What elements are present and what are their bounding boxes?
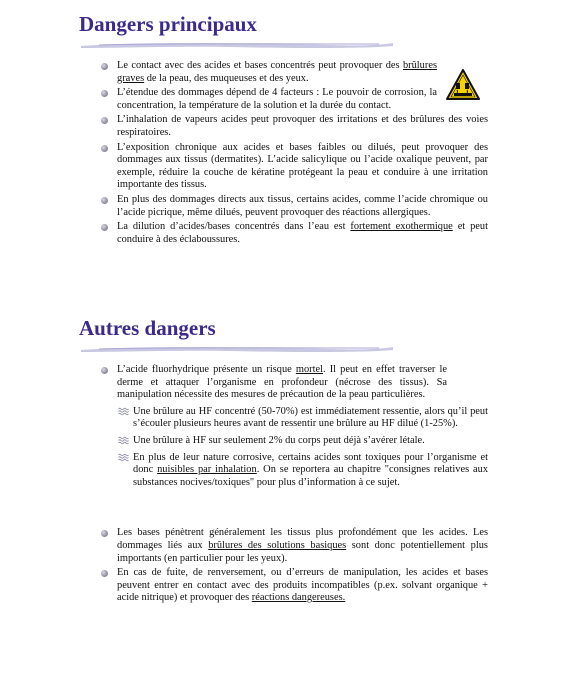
sub-list-item — [133, 452, 488, 490]
wave-bullet-icon — [118, 436, 129, 445]
wave-bullet-icon — [118, 453, 129, 462]
list-item — [117, 567, 488, 605]
list-item — [117, 60, 437, 85]
sphere-bullet-icon — [101, 63, 108, 70]
section-title: Dangers principaux — [79, 12, 257, 36]
section-title: Autres dangers — [79, 316, 216, 340]
list-item — [117, 364, 489, 489]
underlined-text: nuisibles par inhalation — [157, 464, 257, 476]
underlined-text: mortel — [295, 364, 323, 375]
sphere-bullet-icon — [101, 117, 108, 124]
sphere-bullet-icon — [101, 224, 108, 231]
text-run: En plus de leur nature corrosive, certains acides sont toxiques pour l’organisme et donc — [133, 451, 488, 476]
text-run: Le contact avec des acides et bases concentrés peut provoquer des — [117, 60, 403, 71]
sphere-bullet-icon — [101, 90, 108, 97]
list-item — [117, 87, 437, 112]
section-dangers-principaux — [0, 12, 564, 248]
list-spacer — [117, 493, 488, 525]
text-run: En cas de fuite, de renversement, ou d’erreurs de manipulation, les acides et bases peuvent entrer en contact avec des produits incompatibles (p.ex. solvant organique + acide nitrique) et provoquer des — [117, 567, 488, 604]
sub-list-item — [133, 435, 488, 448]
list-item — [117, 114, 488, 139]
text-run: sont donc potentiellement plus importants (en particulier pour les yeux). — [117, 539, 488, 564]
title-underline-swash — [79, 40, 395, 50]
list-item — [117, 527, 488, 565]
sphere-bullet-icon — [101, 570, 108, 577]
sphere-bullet-icon — [101, 530, 108, 537]
sub-list-item — [133, 406, 488, 431]
list-item — [117, 142, 488, 192]
text-run: L’inhalation de vapeurs acides peut provoquer des irritations et des brûlures des voies respiratoires. — [117, 114, 488, 138]
text-run: L’étendue des dommages dépend de 4 facteurs : Le pouvoir de corrosion, la concentration, la température de la solution et la durée du contact. — [117, 87, 437, 111]
other-dangers-list — [0, 364, 564, 605]
underlined-text: réactions dangereuses. — [251, 592, 346, 604]
text-run: Les bases pénètrent généralement les tissus plus profondément que les acides. Les dommages liés aux — [117, 527, 488, 551]
text-run: La dilution d’acides/bases concentrés dans l’eau est — [117, 221, 351, 233]
hf-sublist — [117, 405, 489, 490]
text-run: . Il peut en effet traverser le derme et attaquer l’organisme en profondeur (nécrose des tissus). Sa manipulation nécessite des mesures de précaution de la peau particulières. — [117, 364, 447, 401]
dangers-list — [0, 60, 564, 246]
section-autres-dangers — [0, 316, 564, 607]
sphere-bullet-icon — [101, 367, 108, 374]
sphere-bullet-icon — [101, 197, 108, 204]
list-item — [117, 194, 488, 219]
text-run: L’exposition chronique aux acides et bases faibles ou dilués, peut provoquer des dommages aux tissus (dermatites). L’acide salicylique ou l’acide oxalique peuvent, par exemple, réduire la couche de kératine protégeant la peau et conduire à une irritation importante des tissus. — [117, 141, 488, 191]
text-run: Une brûlure au HF concentré (50-70%) est immédiatement ressentie, alors qu’il peut s’écouler plusieurs heures avant de ressentir une brûlure au HF dilué (1-25%). — [133, 405, 488, 430]
text-run: L’acide fluorhydrique présente un risque — [117, 364, 296, 375]
text-run: . On se reportera au chapitre "consignes relatives aux substances nocives/toxiques" pour plus d’information à ce sujet. — [133, 464, 489, 488]
wave-bullet-icon — [118, 407, 129, 416]
list-item — [117, 221, 488, 246]
underlined-text: fortement exothermique — [350, 221, 453, 233]
underlined-text: brûlures graves — [117, 60, 437, 84]
text-run: Une brûlure à HF sur seulement 2% du corps peut déjà s’avérer létale. — [133, 434, 425, 446]
text-run: En plus des dommages directs aux tissus, certains acides, comme l’acide chromique ou l’acide picrique, même dilués, peuvent provoquer des réactions allergiques. — [117, 193, 488, 218]
text-run: de la peau, des muqueuses et des yeux. — [144, 72, 309, 84]
text-run: et peut conduire à des éclaboussures. — [117, 221, 488, 245]
sphere-bullet-icon — [101, 145, 108, 152]
title-underline-swash — [79, 344, 395, 354]
underlined-text: brûlures des solutions basiques — [208, 539, 347, 551]
